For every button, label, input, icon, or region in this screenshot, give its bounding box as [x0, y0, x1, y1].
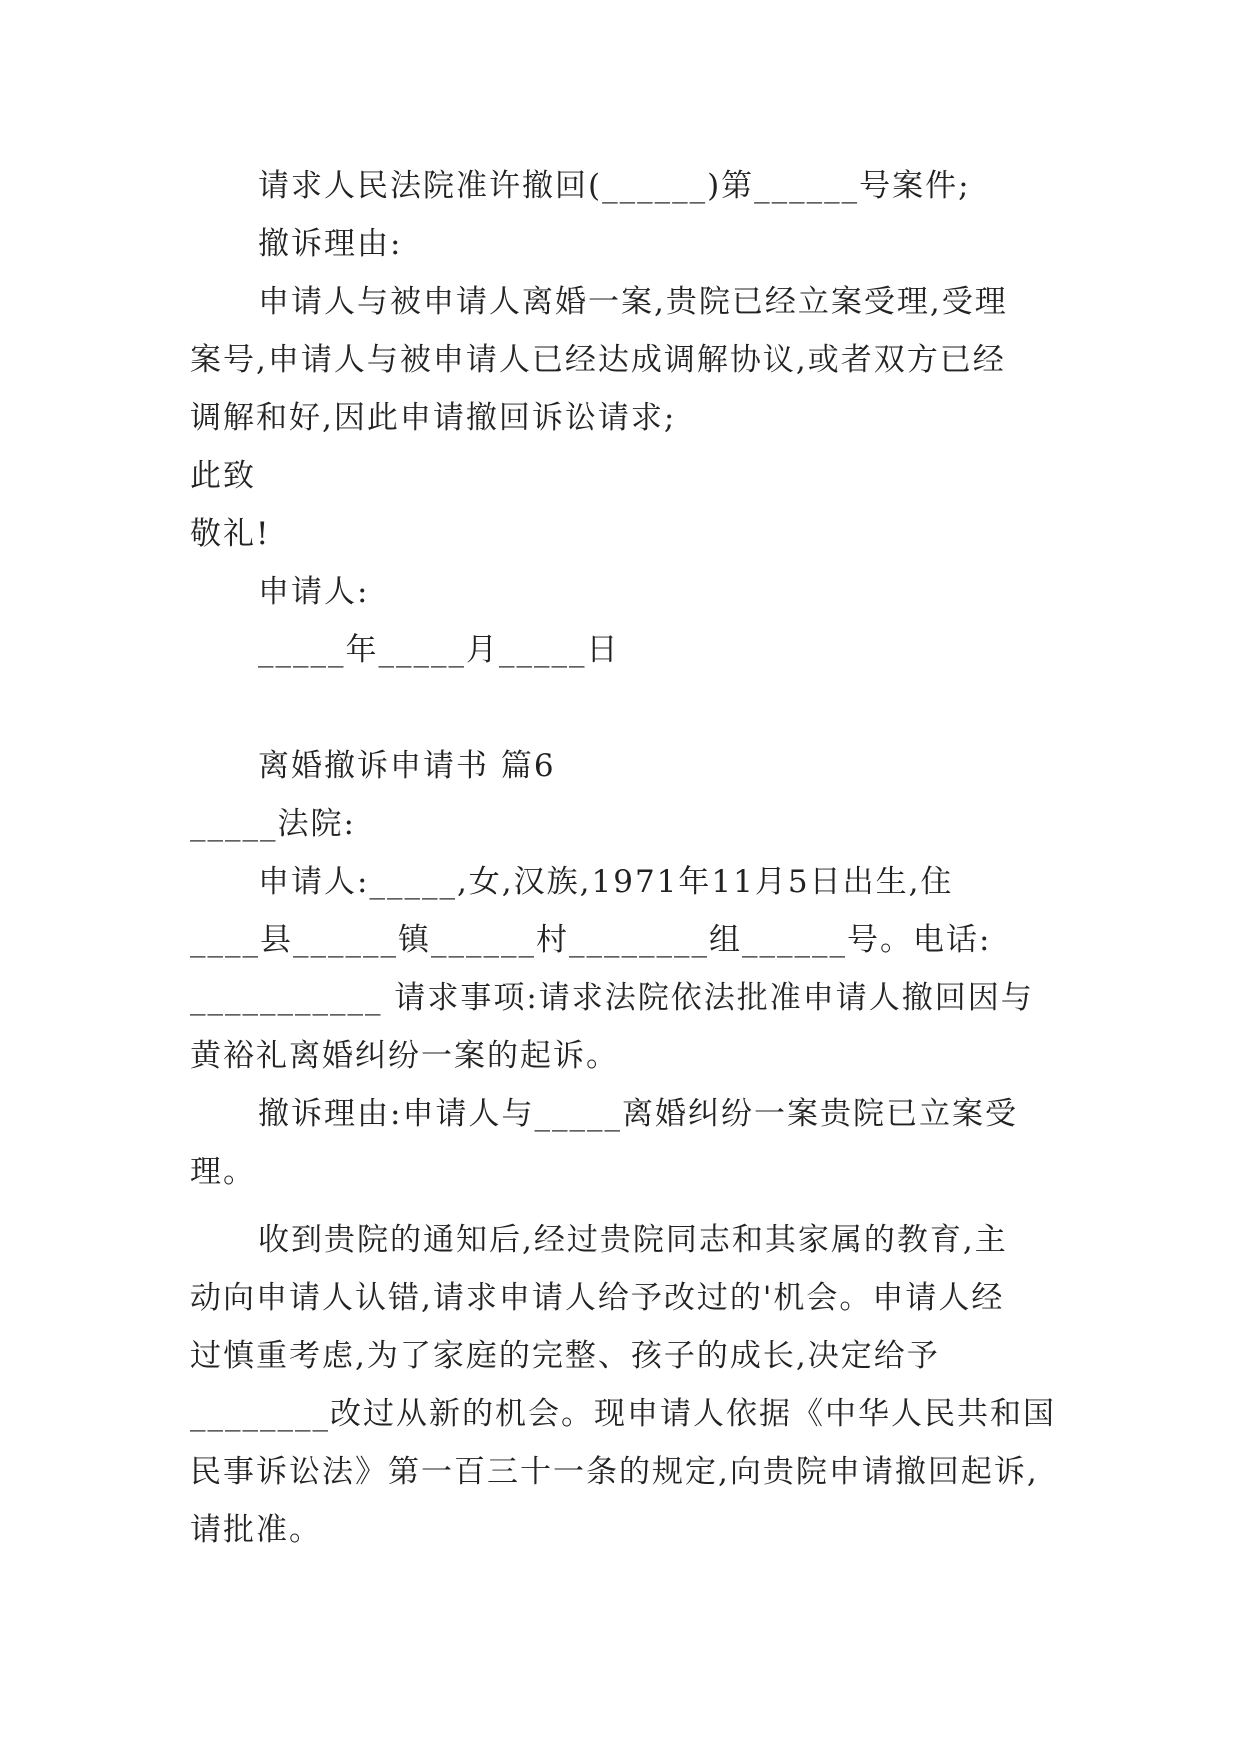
reason-paragraph-line-3: 调解和好,因此申请撤回诉讼请求; [190, 400, 677, 436]
body-paragraph-line-1: 收到贵院的通知后,经过贵院同志和其家属的教育,主 [258, 1222, 1008, 1258]
signature-date-line: _____年_____月_____日 [258, 632, 620, 668]
body-paragraph-line-6: 请批准。 [190, 1512, 322, 1548]
reason-paragraph-line-2: 案号,申请人与被申请人已经达成调解协议,或者双方已经 [190, 342, 1006, 378]
applicant-signature-label: 申请人: [258, 574, 370, 610]
body-paragraph-line-2: 动向申请人认错,请求申请人给予改过的'机会。申请人经 [190, 1280, 1005, 1316]
request-withdraw-case-line: 请求人民法院准许撤回(______)第______号案件; [258, 168, 971, 204]
applicant-info-line-3: ___________ 请求事项:请求法院依法批准申请人撤回因与 [190, 980, 1034, 1016]
body-paragraph-line-3: 过慎重考虑,为了家庭的完整、孩子的成长,决定给予 [190, 1338, 940, 1374]
closing-salutation-2: 敬礼! [190, 516, 271, 552]
withdraw-reason-heading: 撤诉理由: [258, 226, 403, 262]
reason-paragraph-line-1: 申请人与被申请人离婚一案,贵院已经立案受理,受理 [258, 284, 1008, 320]
applicant-info-line-2: ____县______镇______村________组______号。电话: [190, 922, 992, 958]
withdraw-reason-line-2: 理。 [190, 1154, 256, 1190]
closing-salutation-1: 此致 [190, 458, 256, 494]
body-paragraph-line-4: ________改过从新的机会。现申请人依据《中华人民共和国 [190, 1396, 1056, 1432]
withdraw-reason-line-1: 撤诉理由:申请人与_____离婚纠纷一案贵院已立案受 [258, 1096, 1018, 1132]
body-paragraph-line-5: 民事诉讼法》第一百三十一条的规定,向贵院申请撤回起诉, [190, 1454, 1039, 1490]
applicant-info-line-1: 申请人:_____,女,汉族,1971年11月5日出生,住 [258, 864, 954, 900]
section-title: 离婚撤诉申请书 篇6 [258, 748, 556, 784]
applicant-info-line-4: 黄裕礼离婚纠纷一案的起诉。 [190, 1038, 619, 1074]
court-addressee: _____法院: [190, 806, 356, 842]
